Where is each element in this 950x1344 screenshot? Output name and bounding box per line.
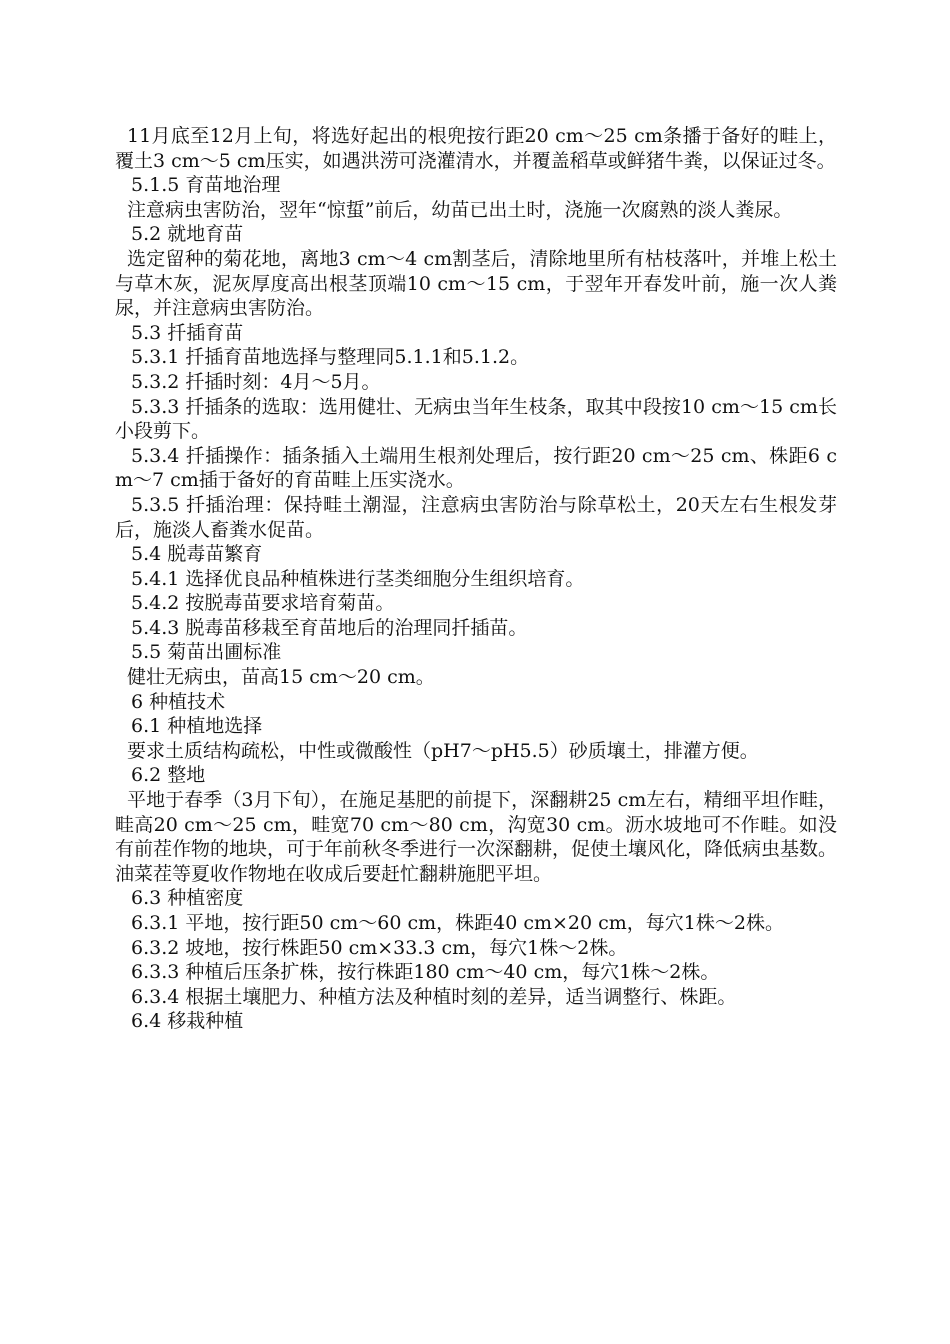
paragraph-5-5-body: 健壮无病虫，苗高15 cm～20 cm。 [127, 666, 435, 689]
item-6-3-3: 6.3.3 种植后压条扩株，按行株距180 cm～40 cm，每穴1株～2株。 [131, 961, 720, 984]
heading-6: 6 种植技术 [131, 690, 226, 713]
paragraph-6-1-body: 要求土质结构疏松，中性或微酸性（pH7～pH5.5）砂质壤土，排灌方便。 [127, 739, 759, 762]
paragraph-5-1-4-body: 11月底至12月上旬，将选好起出的根兜按行距20 cm～25 cm条播于备好的畦上，覆土3 cm～5 cm压实，如遇洪涝可浇灌清水，并覆盖稻草或鲜猪牛粪，以保证过冬。 [115, 125, 837, 172]
item-6-3-1: 6.3.1 平地，按行距50 cm～60 cm，株距40 cm×20 cm，每穴1株～2株。 [131, 912, 784, 934]
item-5-4-1: 5.4.1 选择优良品种植株进行茎类细胞分生组织培育。 [131, 567, 585, 590]
item-5-3-1: 5.3.1 扦插育苗地选择与整理同5.1.1和5.1.2。 [131, 346, 530, 369]
paragraph-5-2-body: 选定留种的菊花地，离地3 cm～4 cm割茎后，清除地里所有枯枝落叶，并堆上松土与草木灰，泥灰厚度高出根茎顶端10 cm～15 cm，于翌年开春发叶前，施一次人粪尿，并注意病虫害防治。 [115, 247, 837, 320]
heading-6-2: 6.2 整地 [131, 764, 206, 787]
item-5-4-2: 5.4.2 按脱毒苗要求培育菊苗。 [131, 592, 395, 615]
heading-6-4: 6.4 移栽种植 [131, 1010, 244, 1033]
paragraph-5-1-5-body: 注意病虫害防治，翌年“惊蜇”前后，幼苗已出土时，浇施一次腐熟的淡人粪尿。 [127, 198, 793, 221]
item-6-3-4: 6.3.4 根据土壤肥力、种植方法及种植时刻的差异，适当调整行、株距。 [131, 985, 737, 1008]
heading-5-1-5: 5.1.5 育苗地治理 [131, 174, 281, 197]
heading-6-1: 6.1 种植地选择 [131, 715, 263, 738]
document-body [115, 124, 837, 1034]
heading-5-2: 5.2 就地育苗 [131, 223, 244, 246]
item-5-4-3: 5.4.3 脱毒苗移栽至育苗地后的治理同扦插苗。 [131, 616, 528, 639]
item-5-3-5: 5.3.5 扦插治理：保持畦土潮湿，注意病虫害防治与除草松土，20天左右生根发芽后，施淡人畜粪水促苗。 [115, 493, 837, 541]
heading-5-4: 5.4 脱毒苗繁育 [131, 543, 263, 566]
item-5-3-4: 5.3.4 扦插操作：插条插入土端用生根剂处理后，按行距20 cm～25 cm、株距6 cm～7 cm插于备好的育苗畦上压实浇水。 [115, 444, 837, 492]
heading-5-5: 5.5 菊苗出圃标准 [131, 641, 282, 664]
item-5-3-3: 5.3.3 扦插条的选取：选用健壮、无病虫当年生枝条，取其中段按10 cm～15 cm长小段剪下。 [115, 395, 837, 443]
heading-6-3: 6.3 种植密度 [131, 887, 244, 910]
item-5-3-2: 5.3.2 扦插时刻：4月～5月。 [131, 370, 381, 393]
heading-5-3: 5.3 扦插育苗 [131, 321, 244, 344]
item-6-3-2: 6.3.2 坡地，按行株距50 cm×33.3 cm，每穴1株～2株。 [131, 936, 628, 959]
paragraph-6-2-body: 平地于春季（3月下旬），在施足基肥的前提下，深翻耕25 cm左右，精细平坦作畦，畦高20 cm～25 cm，畦宽70 cm～80 cm，沟宽30 cm。沥水坡地可不作畦。如没有前茬作物的地块，可于年前秋冬季进行一次深翻耕，促使土壤风化，降低病虫基数。油菜茬等夏收作物地在收成后要赶忙翻耕施肥平坦。 [115, 789, 838, 885]
